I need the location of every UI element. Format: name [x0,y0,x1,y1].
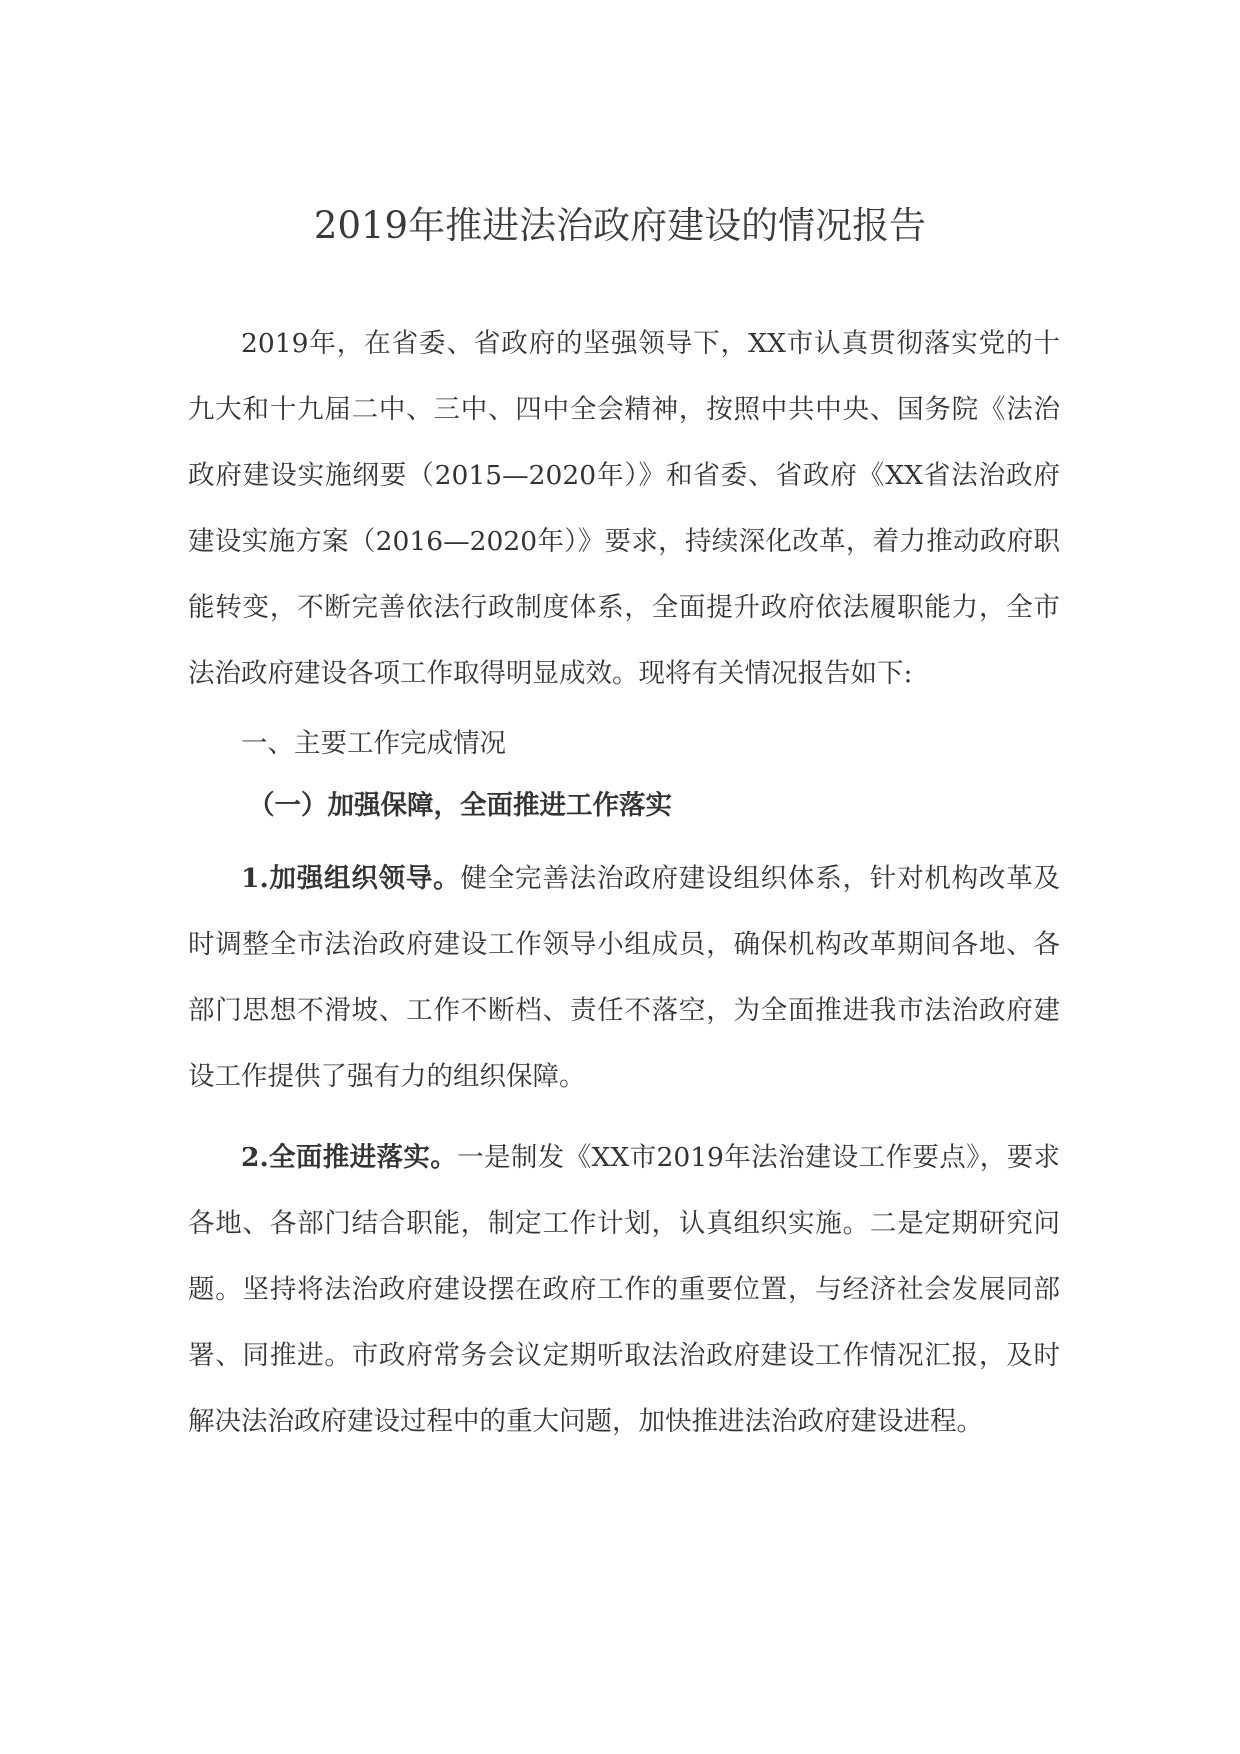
item-1-lead: 1.加强组织领导。 [241,863,461,894]
item-paragraph-2 [188,1125,1060,1455]
item-1-text: 健全完善法治政府建设组织体系，针对机构改革及时调整全市法治政府建设工作领导小组成员，确保机构改革期间各地、各部门思想不滑坡、工作不断档、责任不落空，为全面推进我市法治政府建设工作提供了强有力的组织保障。 [188,863,1060,1092]
item-2-lead: 2.全面推进落实。 [241,1142,458,1173]
section-heading: 一、主要工作完成情况 [241,728,506,759]
document-title: 2019年推进法治政府建设的情况报告 [313,204,927,247]
intro-paragraph: 2019年，在省委、省政府的坚强领导下，XX市认真贯彻落实党的十九大和十九届二中、三中、四中全会精神，按照中共中央、国务院《法治政府建设实施纲要（2015—2020年）》和省委、省政府《XX省法治政府建设实施方案（2016—2020年）》要求，持续深化改革，着力推动政府职能转变，不断完善依法行政制度体系，全面提升政府依法履职能力，全市法治政府建设各项工作取得明显成效。现将有关情况报告如下: [188,328,1060,689]
subsection-heading: （一）加强保障，全面推进工作落实 [248,790,672,821]
item-paragraph-1 [188,846,1060,1110]
item-2-text: 一是制发《XX市2019年法治建设工作要点》，要求各地、各部门结合职能，制定工作计划，认真组织实施。二是定期研究问题。坚持将法治政府建设摆在政府工作的重要位置，与经济社会发展同部署、同推进。市政府常务会议定期听取法治政府建设工作情况汇报，及时解决法治政府建设过程中的重大问题，加快推进法治政府建设进程。 [188,1142,1060,1437]
